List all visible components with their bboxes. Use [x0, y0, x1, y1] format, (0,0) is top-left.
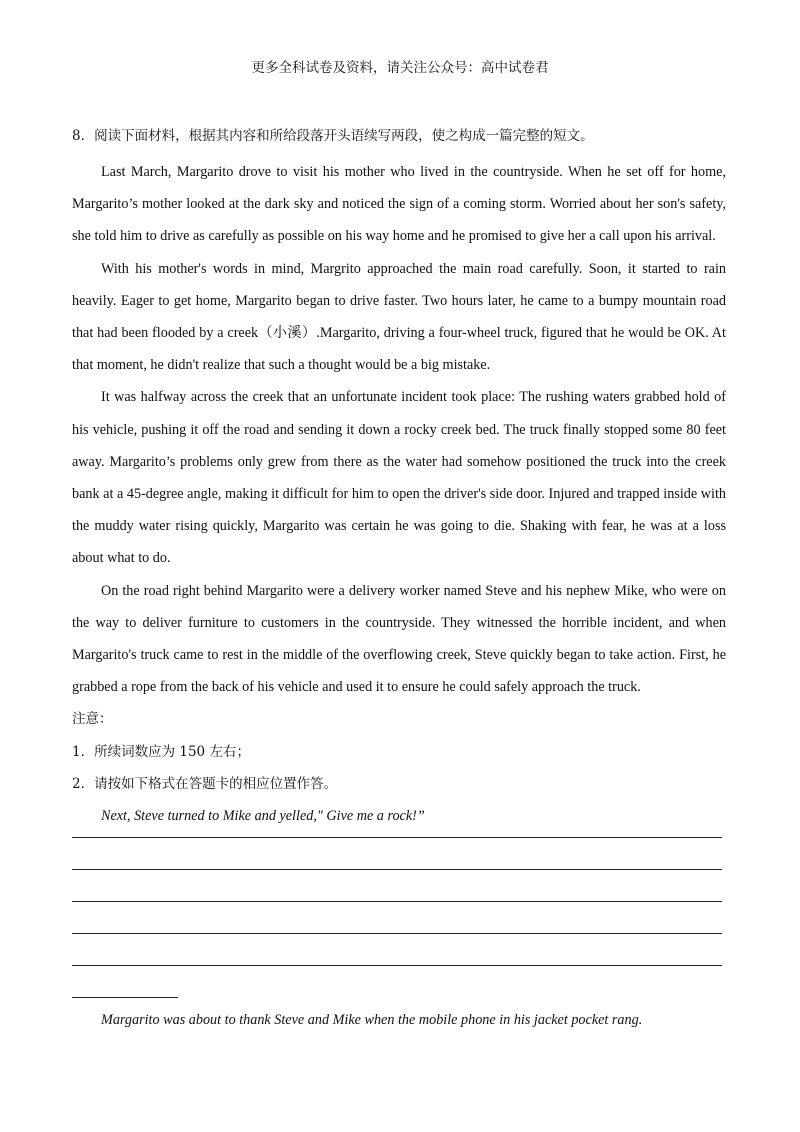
page-header: 更多全科试卷及资料，请关注公众号：高中试卷君	[251, 60, 549, 76]
note-item-1: 1．所续词数应为 150 左右；	[72, 743, 250, 760]
answer-line[interactable]	[72, 837, 722, 838]
story-paragraph-3: It was halfway across the creek that an unfortunate incident took place: The rushing waters grabbed hold of his vehicle, pushing it off the road and sending it down a rocky creek bed. The truck finally stopped some 80 feet away. Margarito’s problems only grew from there as the water had somehow positioned the truck into the creek bank at a 45-degree angle, making it difficult for him to open the driver's side door. Injured and trapped inside with the muddy water rising quickly, Margarito was certain he was going to die. Shaking with fear, he was at a loss about what to do.	[72, 389, 726, 567]
answer-line[interactable]	[72, 869, 722, 870]
answer-line-short[interactable]	[72, 997, 178, 998]
notes-heading: 注意：	[72, 711, 113, 728]
story-paragraph-2: With his mother's words in mind, Margrito approached the main road carefully. Soon, it started to rain heavily. Eager to get home, Margarito began to drive faster. Two hours later, he came to a bumpy mountain road that had been flooded by a creek（小溪）.Margarito, driving a four-wheel truck, figured that he would be OK. At that moment, he didn't realize that such a thought would be a big mistake.	[72, 260, 726, 374]
story-paragraph-1: Last March, Margarito drove to visit his mother who lived in the countryside. When he set off for home, Margarito’s mother looked at the dark sky and noticed the sign of a coming storm. Worried about her son's safety, she told him to drive as carefully as possible on his way home and he promised to give her a call upon his arrival.	[72, 164, 726, 245]
note-item-2: 2．请按如下格式在答题卡的相应位置作答。	[72, 776, 338, 793]
question-title: 8．阅读下面材料，根据其内容和所给段落开头语续写两段，使之构成一篇完整的短文。	[72, 128, 594, 144]
story-paragraph-4: On the road right behind Margarito were a delivery worker named Steve and his nephew Mike, who were on the way to deliver furniture to customers in the countryside. They witnessed the horrible incident, and when Margarito's truck came to rest in the middle of the overflowing creek, Steve quickly began to take action. First, he grabbed a rope from the back of his vehicle and used it to ensure he could safely approach the truck.	[72, 582, 726, 696]
question-content	[72, 124, 726, 1030]
answer-line[interactable]	[72, 933, 722, 934]
answer-line[interactable]	[72, 901, 722, 902]
answer-line[interactable]	[72, 965, 722, 966]
continuation-prompt-1: Next, Steve turned to Mike and yelled," Give me a rock!”	[101, 807, 425, 824]
continuation-prompt-2: Margarito was about to thank Steve and Mike when the mobile phone in his jacket pocket rang.	[101, 1011, 643, 1028]
